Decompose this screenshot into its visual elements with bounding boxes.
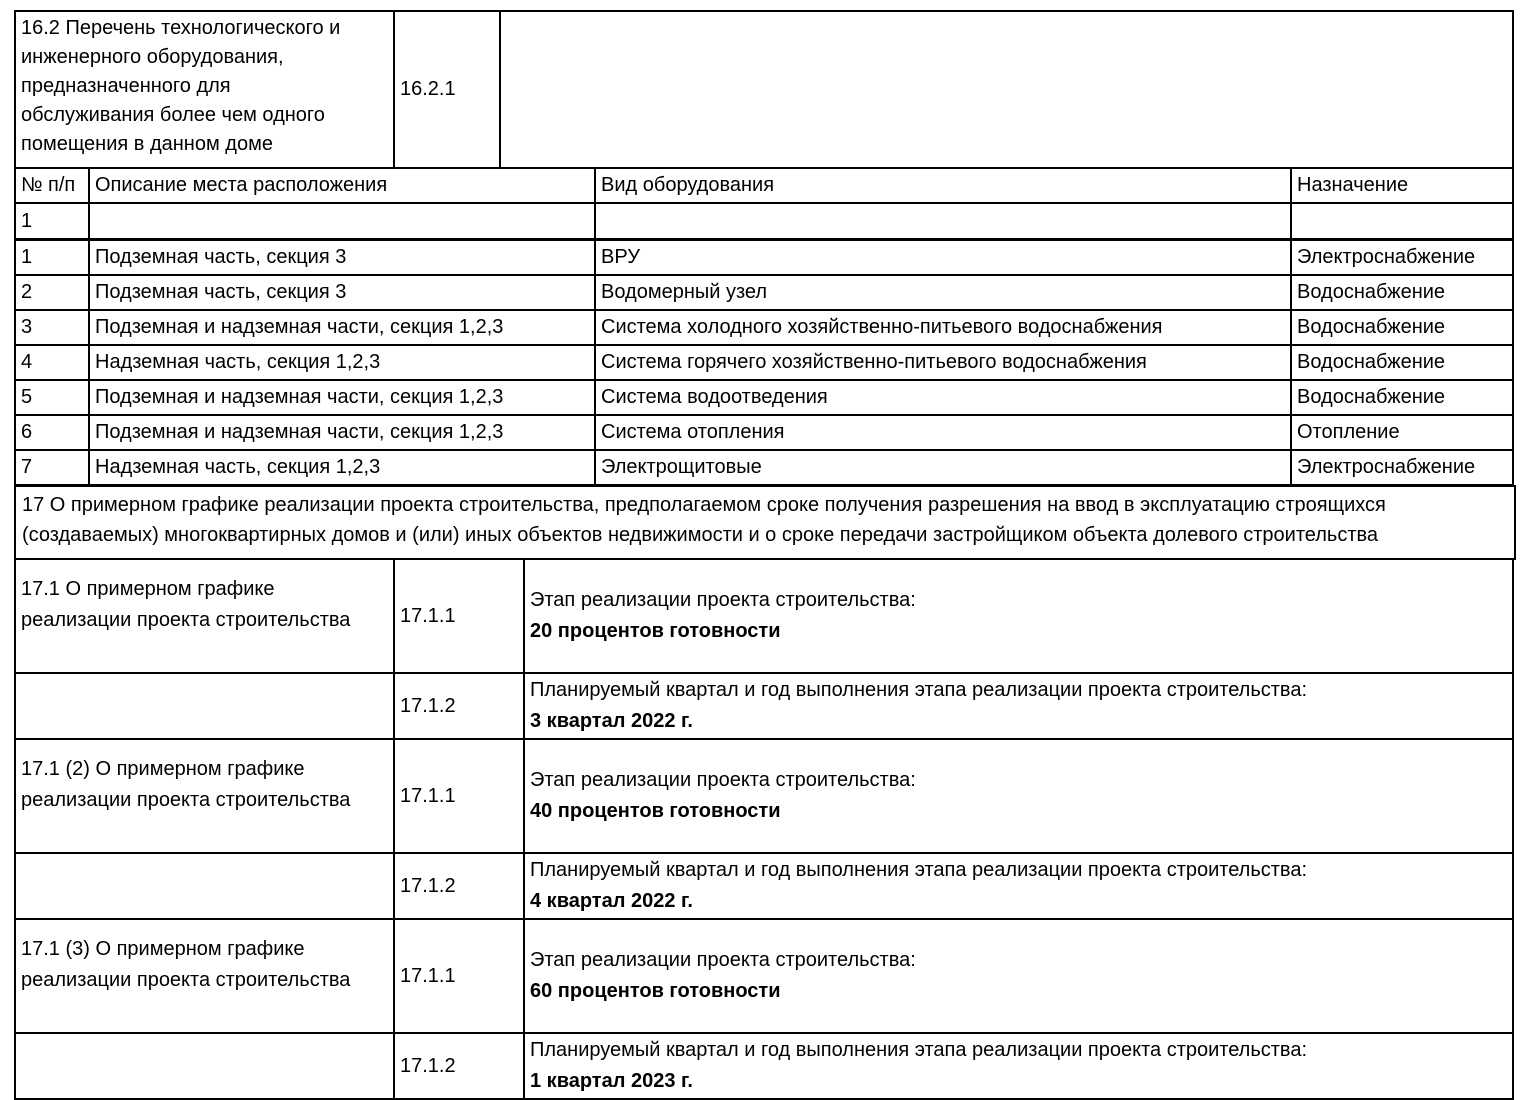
schedule-stage-row xyxy=(15,559,1513,673)
table-row xyxy=(15,380,1513,415)
col-header-num: № п/п xyxy=(15,168,89,203)
table-row xyxy=(15,275,1513,310)
cell-equipment: Система горячего хозяйственно-питьевого водоснабжения xyxy=(595,345,1291,380)
block-label-empty xyxy=(15,673,394,739)
stage-value: 60 процентов готовности xyxy=(530,980,781,1002)
cell-location: Подземная и надземная части, секция 1,2,3 xyxy=(89,380,595,415)
document xyxy=(14,10,1514,1100)
stage-label: Этап реализации проекта строительства: xyxy=(530,769,916,791)
quarter-code: 17.1.2 xyxy=(394,673,524,739)
cell-equipment: ВРУ xyxy=(595,240,1291,276)
stage-code: 17.1.1 xyxy=(394,919,524,1033)
stage-code: 17.1.1 xyxy=(394,739,524,853)
stage-cell xyxy=(524,919,1513,1033)
cell-location: Подземная часть, секция 3 xyxy=(89,240,595,276)
block-label-empty xyxy=(15,1033,394,1099)
quarter-label: Планируемый квартал и год выполнения этапа реализации проекта строительства: xyxy=(530,859,1308,881)
section-16-2-code: 16.2.1 xyxy=(394,11,500,168)
cell-location: Подземная и надземная части, секция 1,2,3 xyxy=(89,310,595,345)
quarter-value: 1 квартал 2023 г. xyxy=(530,1070,693,1092)
cell-purpose: Водоснабжение xyxy=(1291,310,1513,345)
cell-equipment: Водомерный узел xyxy=(595,275,1291,310)
schedule-quarter-row xyxy=(15,853,1513,919)
quarter-label: Планируемый квартал и год выполнения этапа реализации проекта строительства: xyxy=(530,679,1308,701)
section-17-title: 17 О примерном графике реализации проекта строительства, предполагаемом сроке получения разрешения на ввод в эксплуатацию строящихся (создаваемых) многоквартирных домов и (или) иных объектов недвижимости и о сроке передачи застройщиком объекта долевого строительства xyxy=(14,485,1516,560)
section-16-2-table xyxy=(14,10,1514,169)
cell-num: 4 xyxy=(15,345,89,380)
cell-purpose: Отопление xyxy=(1291,415,1513,450)
col-header-location: Описание места расположения xyxy=(89,168,595,203)
schedule-quarter-row xyxy=(15,1033,1513,1099)
cell-num: 7 xyxy=(15,450,89,486)
cell-num: 6 xyxy=(15,415,89,450)
col-header-purpose: Назначение xyxy=(1291,168,1513,203)
quarter-value: 3 квартал 2022 г. xyxy=(530,710,693,732)
stage-cell xyxy=(524,739,1513,853)
cell-num: 3 xyxy=(15,310,89,345)
cell-location: Надземная часть, секция 1,2,3 xyxy=(89,345,595,380)
stage-code: 17.1.1 xyxy=(394,559,524,673)
table-row xyxy=(15,310,1513,345)
quarter-code: 17.1.2 xyxy=(394,1033,524,1099)
equipment-header-row xyxy=(15,168,1513,203)
block-label: 17.1 (3) О примерном графике реализации проекта строительства xyxy=(15,919,394,1033)
block-label-empty xyxy=(15,853,394,919)
table-row xyxy=(15,415,1513,450)
quarter-cell xyxy=(524,673,1513,739)
cell-purpose: Электроснабжение xyxy=(1291,450,1513,486)
table-row xyxy=(15,345,1513,380)
cell-equipment xyxy=(595,203,1291,240)
quarter-code: 17.1.2 xyxy=(394,853,524,919)
section-16-2-label: 16.2 Перечень технологического и инженерного оборудования, предназначенного для обслуживания более чем одного помещения в данном доме xyxy=(15,11,394,168)
stage-cell xyxy=(524,559,1513,673)
quarter-label: Планируемый квартал и год выполнения этапа реализации проекта строительства: xyxy=(530,1039,1308,1061)
cell-num: 1 xyxy=(15,203,89,240)
equipment-table xyxy=(14,167,1514,487)
cell-purpose: Водоснабжение xyxy=(1291,345,1513,380)
block-label: 17.1 (2) О примерном графике реализации проекта строительства xyxy=(15,739,394,853)
schedule-quarter-row xyxy=(15,673,1513,739)
quarter-cell xyxy=(524,853,1513,919)
cell-purpose xyxy=(1291,203,1513,240)
cell-num: 1 xyxy=(15,240,89,276)
stage-label: Этап реализации проекта строительства: xyxy=(530,589,916,611)
quarter-value: 4 квартал 2022 г. xyxy=(530,890,693,912)
stage-label: Этап реализации проекта строительства: xyxy=(530,949,916,971)
cell-location: Подземная и надземная части, секция 1,2,3 xyxy=(89,415,595,450)
table-row xyxy=(15,240,1513,276)
cell-equipment: Электрощитовые xyxy=(595,450,1291,486)
block-label: 17.1 О примерном графике реализации проекта строительства xyxy=(15,559,394,673)
cell-location: Надземная часть, секция 1,2,3 xyxy=(89,450,595,486)
stage-value: 40 процентов готовности xyxy=(530,800,781,822)
col-header-equipment: Вид оборудования xyxy=(595,168,1291,203)
cell-num: 5 xyxy=(15,380,89,415)
cell-purpose: Водоснабжение xyxy=(1291,275,1513,310)
schedule-stage-row xyxy=(15,919,1513,1033)
table-row xyxy=(15,450,1513,486)
section-16-2-value xyxy=(500,11,1513,168)
cell-equipment: Система холодного хозяйственно-питьевого водоснабжения xyxy=(595,310,1291,345)
cell-equipment: Система водоотведения xyxy=(595,380,1291,415)
quarter-cell xyxy=(524,1033,1513,1099)
schedule-stage-row xyxy=(15,739,1513,853)
cell-purpose: Электроснабжение xyxy=(1291,240,1513,276)
cell-location xyxy=(89,203,595,240)
stage-value: 20 процентов готовности xyxy=(530,620,781,642)
cell-location: Подземная часть, секция 3 xyxy=(89,275,595,310)
equipment-spacer-row xyxy=(15,203,1513,240)
cell-equipment: Система отопления xyxy=(595,415,1291,450)
section-16-2-row xyxy=(15,11,1513,168)
cell-purpose: Водоснабжение xyxy=(1291,380,1513,415)
schedule-table xyxy=(14,558,1514,1100)
cell-num: 2 xyxy=(15,275,89,310)
